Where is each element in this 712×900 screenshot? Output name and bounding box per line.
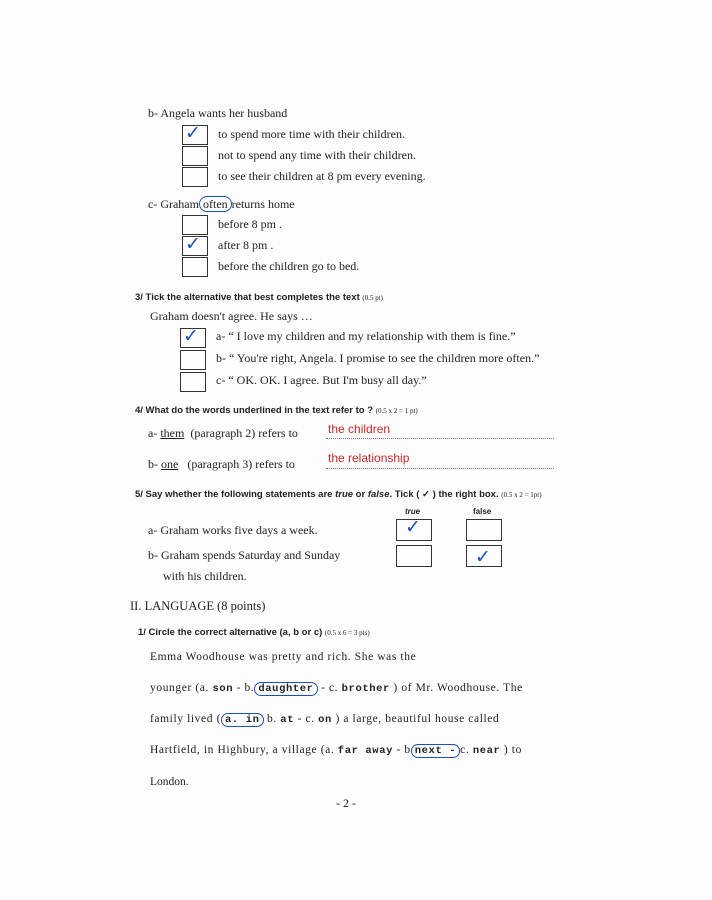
paragraph-line-1: Emma Woodhouse was pretty and rich. She was the: [150, 651, 417, 663]
q3-option-b: b- “ You're right, Angela. I promise to see the children more often.”: [216, 351, 540, 365]
q5-a-false-box[interactable]: [466, 519, 502, 541]
q2b-checkbox-2[interactable]: [182, 146, 208, 166]
q5-a-true-box[interactable]: [396, 516, 432, 541]
q2c-option-2: after 8 pm .: [218, 238, 274, 252]
q2b-checkbox-3[interactable]: [182, 167, 208, 187]
paragraph-line-3: family lived ( a. in b. at - c. on ) a large, beautiful house called: [150, 713, 500, 726]
q4-answer-b[interactable]: the relationship: [328, 451, 410, 465]
q2c-option-1: before 8 pm .: [218, 217, 282, 231]
paragraph-line-4: Hartfield, in Highbury, a village (a. far away - b next - c. near ) to: [150, 744, 522, 757]
q2c-checkbox-3[interactable]: [182, 257, 208, 277]
q5-statement-b: b- Graham spends Saturday and Sunday: [148, 548, 341, 562]
q5-statement-b-cont: with his children.: [163, 569, 247, 583]
q2c-option-3: before the children go to bed.: [218, 259, 360, 273]
q2c-checkbox-2[interactable]: [182, 233, 208, 256]
circled-answer: often: [199, 196, 232, 212]
q3-instruction: 3/ Tick the alternative that best completes the text (0.5 pt): [135, 292, 383, 303]
q5-instruction: 5/ Say whether the following statements are true or false. Tick ( ✓ ) the right box. (0.5 x 2 = 1pt): [135, 489, 542, 500]
q4-item-b: b- one (paragraph 3) refers to: [148, 457, 295, 471]
check-icon: ✓: [185, 122, 201, 144]
q2b-option-2: not to spend any time with their children.: [218, 148, 416, 162]
q3-option-c: c- “ OK. OK. I agree. But I'm busy all day.”: [216, 373, 427, 387]
q4-instruction: 4/ What do the words underlined in the text refer to ? (0.5 x 2 = 1 pt): [135, 405, 418, 416]
q3-checkbox-a[interactable]: [180, 325, 206, 348]
q3-checkbox-c[interactable]: [180, 372, 206, 392]
q5-statement-a: a- Graham works five days a week.: [148, 523, 318, 537]
q3-stem: Graham doesn't agree. He says …: [150, 309, 313, 323]
col-false-label: false: [473, 507, 492, 516]
q2b-option-3: to see their children at 8 pm every evening.: [218, 169, 426, 183]
page-number: - 2 -: [336, 796, 356, 810]
q3-checkbox-b[interactable]: [180, 350, 206, 370]
q5-b-false-box[interactable]: [466, 545, 502, 567]
check-icon: ✓: [185, 233, 201, 255]
paragraph-line-5: London.: [150, 776, 189, 788]
circled-answer[interactable]: a. in: [221, 713, 264, 727]
q2c-stem: c- Graham often returns home: [148, 197, 295, 211]
q3-option-a: a- “ I love my children and my relationship with them is fine.”: [216, 329, 516, 343]
q2b-option-1: to spend more time with their children.: [218, 127, 405, 141]
circled-answer[interactable]: daughter: [254, 682, 317, 696]
q2b-stem: b- Angela wants her husband: [148, 106, 288, 120]
paragraph-line-2: younger (a. son - b. daughter - c. brother ) of Mr. Woodhouse. The: [150, 682, 523, 695]
circled-answer[interactable]: next -: [411, 744, 460, 758]
check-icon: ✓: [183, 325, 199, 347]
q2b-checkbox-1[interactable]: [182, 122, 208, 145]
section-heading-language: II. LANGUAGE (8 points): [130, 599, 266, 613]
check-icon: ✓: [405, 516, 421, 538]
lang-instruction: 1/ Circle the correct alternative (a, b or c) (0.5 x 6 = 3 pts): [138, 627, 370, 638]
q4-answer-a[interactable]: the children: [328, 422, 391, 436]
check-icon: ✓: [475, 546, 491, 568]
q2c-checkbox-1[interactable]: [182, 215, 208, 235]
q5-b-true-box[interactable]: [396, 545, 432, 567]
col-true-label: true: [405, 507, 421, 516]
q4-item-a: a- them (paragraph 2) refers to: [148, 426, 298, 440]
